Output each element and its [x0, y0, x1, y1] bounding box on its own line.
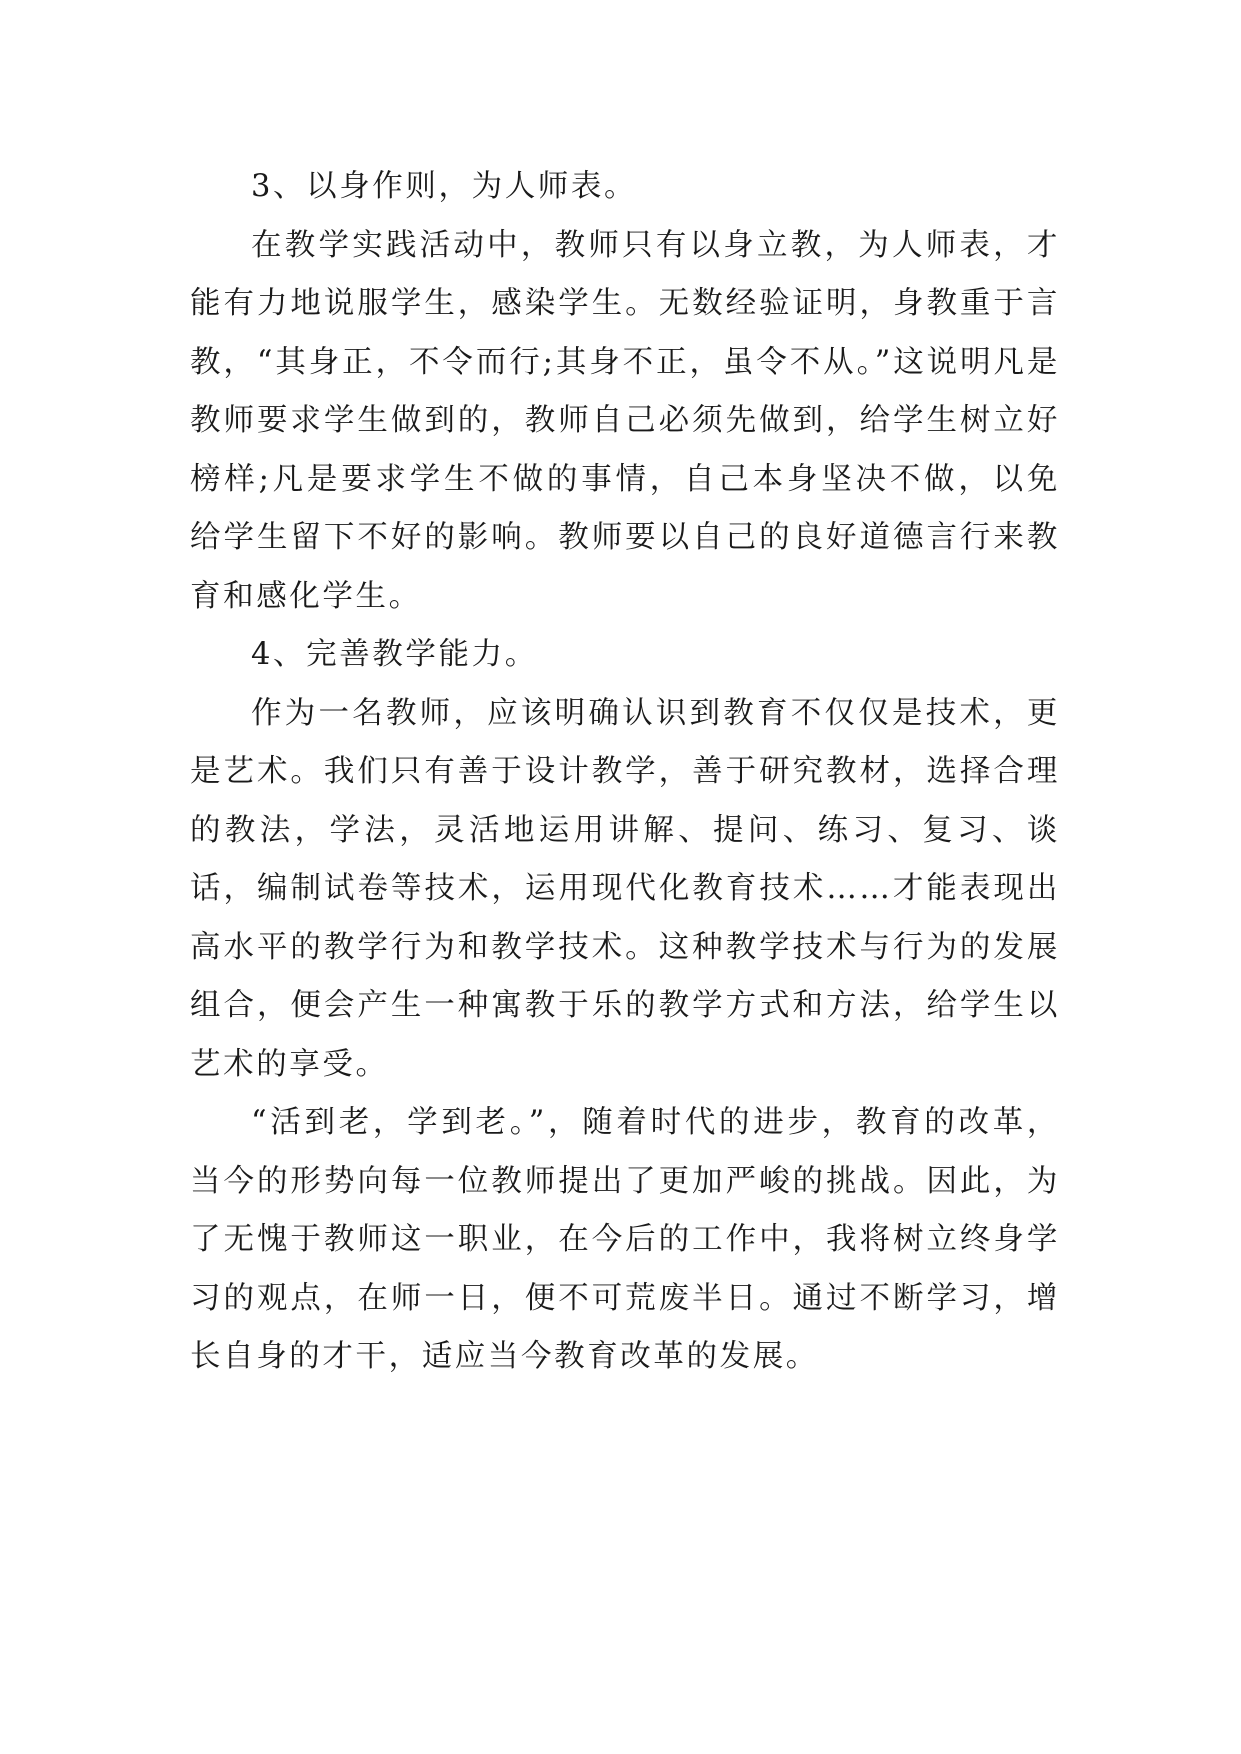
paragraph-lifelong-learning: “活到老，学到老。”，随着时代的进步，教育的改革，当今的形势向每一位教师提出了更加严峻的挑战。因此，为了无愧于教师这一职业，在今后的工作中，我将树立终身学习的观点，在师一日，便不可荒废半日。通过不断学习，增长自身的才干，适应当今教育改革的发展。 — [190, 1105, 1060, 1374]
paragraph-teaching-ability: 作为一名教师，应该明确认识到教育不仅仅是技术，更是艺术。我们只有善于设计教学，善于研究教材，选择合理的教法，学法，灵活地运用讲解、提问、练习、复习、谈话，编制试卷等技术，运用现代化教育技术……才能表现出高水平的教学行为和教学技术。这种教学技术与行为的发展组合，便会产生一种寓教于乐的教学方式和方法，给学生以艺术的享受。 — [190, 695, 1060, 1082]
heading-point-4: 4、完善教学能力。 — [251, 637, 538, 672]
document-body — [190, 158, 1060, 1387]
heading-point-3: 3、以身作则，为人师表。 — [251, 169, 638, 204]
paragraph-lead-by-example: 在教学实践活动中，教师只有以身立教，为人师表，才能有力地说服学生，感染学生。无数经验证明，身教重于言教，“其身正，不令而行;其身不正，虽令不从。”这说明凡是教师要求学生做到的，教师自己必须先做到，给学生树立好榜样;凡是要求学生不做的事情，自己本身坚决不做，以免给学生留下不好的影响。教师要以自己的良好道德言行来教育和感化学生。 — [190, 227, 1060, 614]
